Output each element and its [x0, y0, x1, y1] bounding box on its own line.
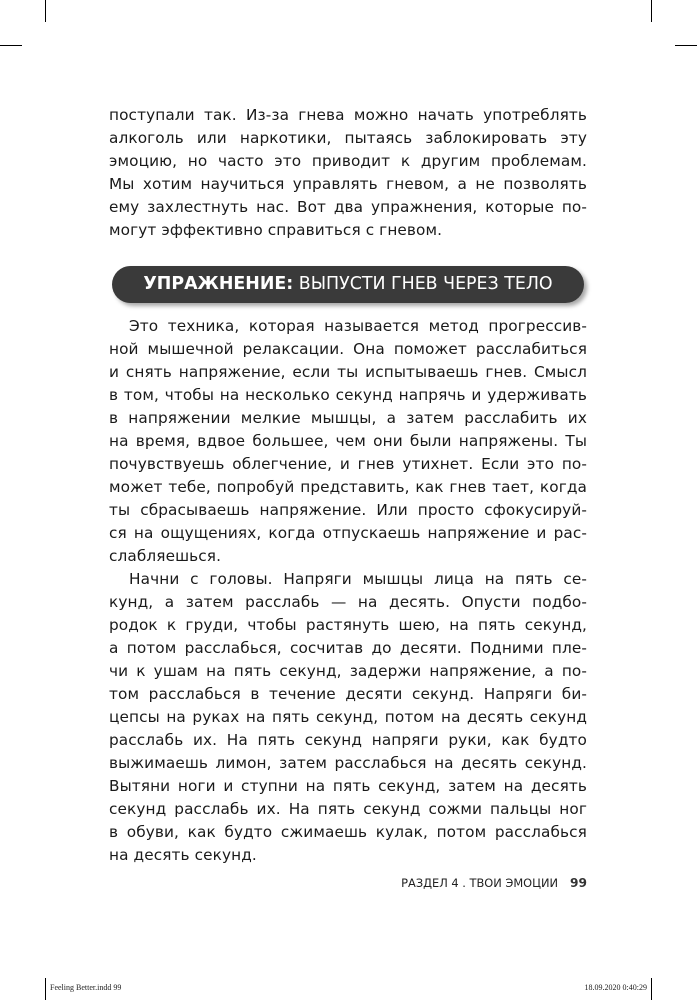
- exercise-heading: [112, 266, 584, 303]
- text-line: Мы хотим научиться управлять гневом, а не позволять: [109, 175, 587, 193]
- slug-file: Feeling Better.indd 99: [50, 983, 122, 992]
- text-line: кунд, а затем расслабь — на десять. Опусти подбо-: [109, 593, 587, 611]
- paragraph-intro: [109, 104, 587, 242]
- text-line: чи к ушам на пять секунд, задержи напряжение, а по-: [109, 662, 587, 680]
- text-line: Это техника, которая называется метод прогрессив-: [129, 317, 587, 335]
- text-line: а потом расслабься, сосчитав до десяти. Подними пле-: [109, 639, 587, 657]
- crop-mark-left-top: [0, 45, 22, 46]
- text-line: секунд расслабь их. На пять секунд сожми пальцы ног: [109, 800, 587, 818]
- text-line: выжимаешь лимон, затем расслабься на десять секунд.: [109, 754, 587, 772]
- text-line: в напряжении мелкие мышцы, а затем расслабить их: [109, 409, 587, 427]
- text-line: может тебе, попробуй представить, как гнев тает, когда: [109, 478, 587, 496]
- text-line: эмоцию, но часто это приводит к другим проблемам.: [109, 152, 587, 170]
- text-line: том расслабься в течение десяти секунд. Напряги би-: [109, 685, 587, 703]
- text-line: ся на ощущениях, когда отпускаешь напряжение и рас-: [109, 524, 587, 542]
- text-line: Начни с головы. Напряги мышцы лица на пять се-: [129, 570, 587, 588]
- text-line: поступали так. Из-за гнева можно начать употреблять: [109, 106, 587, 124]
- exercise-title: ВЫПУСТИ ГНЕВ ЧЕРЕЗ ТЕЛО: [293, 274, 553, 294]
- text-line: ему захлестнуть нас. Вот два упражнения, которые по-: [109, 198, 587, 216]
- text-line: и снять напряжение, если ты испытываешь гнев. Смысл: [109, 363, 587, 381]
- text-line: ной мышечной релаксации. Она поможет расслабиться: [109, 340, 587, 358]
- text-line: почувствуешь облегчение, и гнев утихнет. Если это по-: [109, 455, 587, 473]
- slug-timestamp: 18.09.2020 0:40:29: [584, 983, 647, 992]
- text-line: на десять секунд.: [109, 846, 257, 864]
- crop-mark-bottom-right: [651, 978, 652, 1000]
- text-line: Вытяни ноги и ступни на пять секунд, затем на десять: [109, 777, 587, 795]
- text-line: могут эффективно справиться с гневом.: [109, 221, 443, 239]
- crop-mark-top-right: [651, 0, 652, 22]
- text-line: ты сбрасываешь напряжение. Или просто сфокусируй-: [109, 501, 587, 519]
- crop-mark-top-left: [45, 0, 46, 22]
- paragraph-technique: [109, 315, 587, 867]
- running-footer: [401, 876, 587, 890]
- crop-mark-bottom-left: [45, 978, 46, 1000]
- text-line: в том, чтобы на несколько секунд напрячь и удерживать: [109, 386, 587, 404]
- text-line: в обуви, как будто сжимаешь кулак, потом расслабься: [109, 823, 587, 841]
- section-title: РАЗДЕЛ 4 . ТВОИ ЭМОЦИИ: [401, 876, 559, 890]
- text-line: расслабь их. На пять секунд напряги руки, как будто: [109, 731, 587, 749]
- text-line: слабляешься.: [109, 547, 222, 565]
- page-number: 99: [570, 876, 587, 890]
- text-line: родок к груди, чтобы растянуть шею, на пять секунд,: [109, 616, 587, 634]
- crop-mark-right-top: [675, 45, 697, 46]
- exercise-label: УПРАЖНЕНИЕ:: [143, 274, 294, 294]
- text-line: алкоголь или наркотики, пытаясь заблокировать эту: [109, 129, 587, 147]
- text-line: на время, вдвое большее, чем они были напряжены. Ты: [109, 432, 587, 450]
- text-line: цепсы на руках на пять секунд, потом на десять секунд: [109, 708, 587, 726]
